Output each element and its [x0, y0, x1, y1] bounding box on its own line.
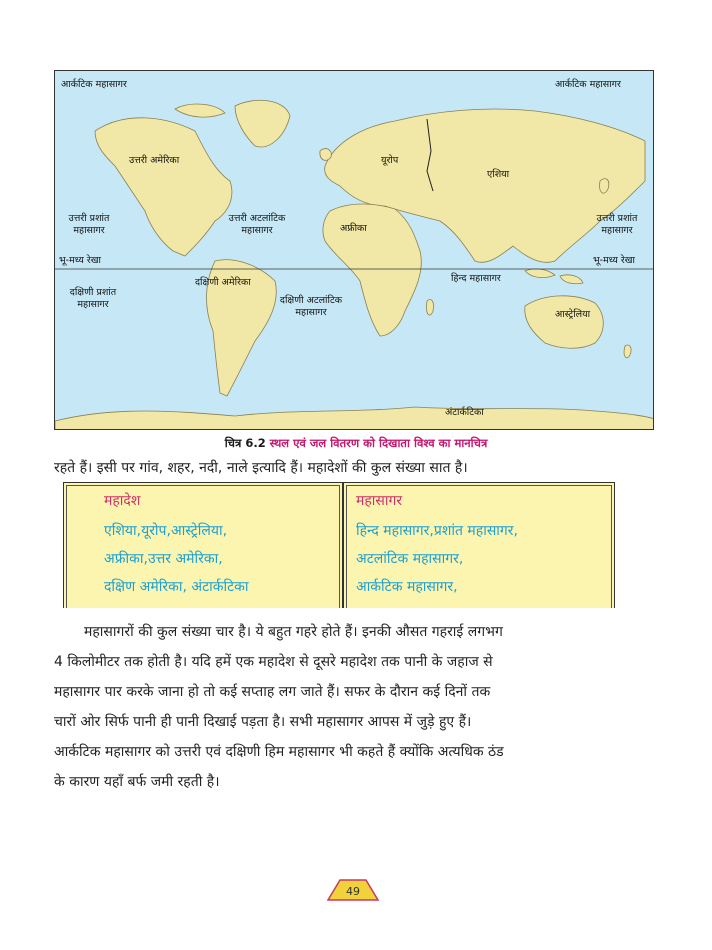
label-north-pacific-left: उत्तरी प्रशांत महासागर	[68, 213, 110, 236]
indonesia-islands	[525, 269, 583, 284]
antarctica-landmass	[55, 407, 654, 430]
label-asia: एशिया	[487, 169, 510, 180]
figure-number: चित्र 6.2	[224, 436, 266, 450]
australia-landmass	[525, 296, 604, 348]
new-zealand	[624, 345, 631, 358]
world-map-graphic	[55, 71, 654, 430]
paragraph-line-4: चारों ओर सिर्फ पानी ही पानी दिखाई पड़ता है। सभी महासागर आपस में जुड़े हुए हैं।	[54, 714, 472, 730]
label-equator-left: भू-मध्य रेखा	[59, 255, 102, 266]
continents-row-3: दक्षिण अमेरिका, अंटार्कटिका	[104, 579, 249, 595]
paragraph-line-6: के कारण यहाँ बर्फ जमी रहती है।	[54, 774, 220, 790]
label-indian-ocean: हिन्द महासागर	[451, 273, 501, 284]
label-arctic-ocean-left: आर्कटिक महासागर	[61, 79, 127, 90]
continents-box	[63, 482, 343, 608]
label-europe: यूरोप	[381, 155, 399, 166]
oceans-box	[343, 482, 615, 608]
arctic-islands	[175, 104, 225, 117]
greenland-landmass	[235, 100, 290, 147]
label-north-atlantic: उत्तरी अटलांटिक महासागर	[228, 213, 286, 236]
label-arctic-ocean-right: आर्कटिक महासागर	[555, 79, 621, 90]
intro-line: रहते हैं। इसी पर गांव, शहर, नदी, नाले इत्यादि हैं। महादेशों की कुल संख्या सात है।	[54, 460, 468, 476]
continents-heading: महादेश	[104, 493, 141, 509]
paragraph-line-2: 4 किलोमीटर तक होती है। यदि हमें एक महादेश से दूसरे महादेश तक पानी के जहाज से	[54, 654, 493, 670]
label-south-america: दक्षिणी अमेरिका	[195, 277, 251, 288]
figure-caption-text: स्थल एवं जल वितरण को दिखाता विश्व का मानचित्र	[269, 436, 488, 450]
oceans-row-2: अटलांटिक महासागर,	[356, 551, 464, 567]
label-north-pacific-right: उत्तरी प्रशांत महासागर	[596, 213, 638, 236]
label-equator-right: भू-मध्य रेखा	[593, 255, 636, 266]
continents-row-1: एशिया,यूरोप,आस्ट्रेलिया,	[104, 523, 228, 539]
label-south-atlantic: दक्षिणी अटलांटिक महासागर	[279, 295, 343, 318]
label-australia: आस्ट्रेलिया	[555, 309, 591, 320]
label-north-america: उत्तरी अमेरिका	[129, 155, 180, 166]
paragraph-line-1: महासागरों की कुल संख्या चार है। ये बहुत गहरे होते हैं। इनकी औसत गहराई लगभग	[84, 624, 503, 640]
world-map	[54, 70, 654, 430]
paragraph-line-3: महासागर पार करके जाना हो तो कई सप्ताह लग जाते हैं। सफर के दौरान कई दिनों तक	[54, 684, 491, 700]
madagascar	[427, 299, 434, 315]
label-antarctica: अंटार्कटिका	[445, 407, 484, 418]
page-number-badge	[326, 876, 380, 902]
figure-caption	[0, 436, 712, 451]
page-number: 49	[346, 885, 360, 898]
paragraph-line-5: आर्कटिक महासागर को उत्तरी एवं दक्षिणी हिम महासागर भी कहते हैं क्योंकि अत्यधिक ठंड	[54, 744, 504, 760]
continents-row-2: अफ्रीका,उत्तर अमेरिका,	[104, 551, 223, 567]
oceans-heading: महासागर	[356, 493, 403, 509]
british-isles	[320, 149, 331, 161]
oceans-row-3: आर्कटिक महासागर,	[356, 579, 458, 595]
label-africa: अफ्रीका	[340, 223, 367, 234]
label-south-pacific: दक्षिणी प्रशांत महासागर	[69, 287, 117, 310]
oceans-row-1: हिन्द महासागर,प्रशांत महासागर,	[356, 523, 518, 539]
